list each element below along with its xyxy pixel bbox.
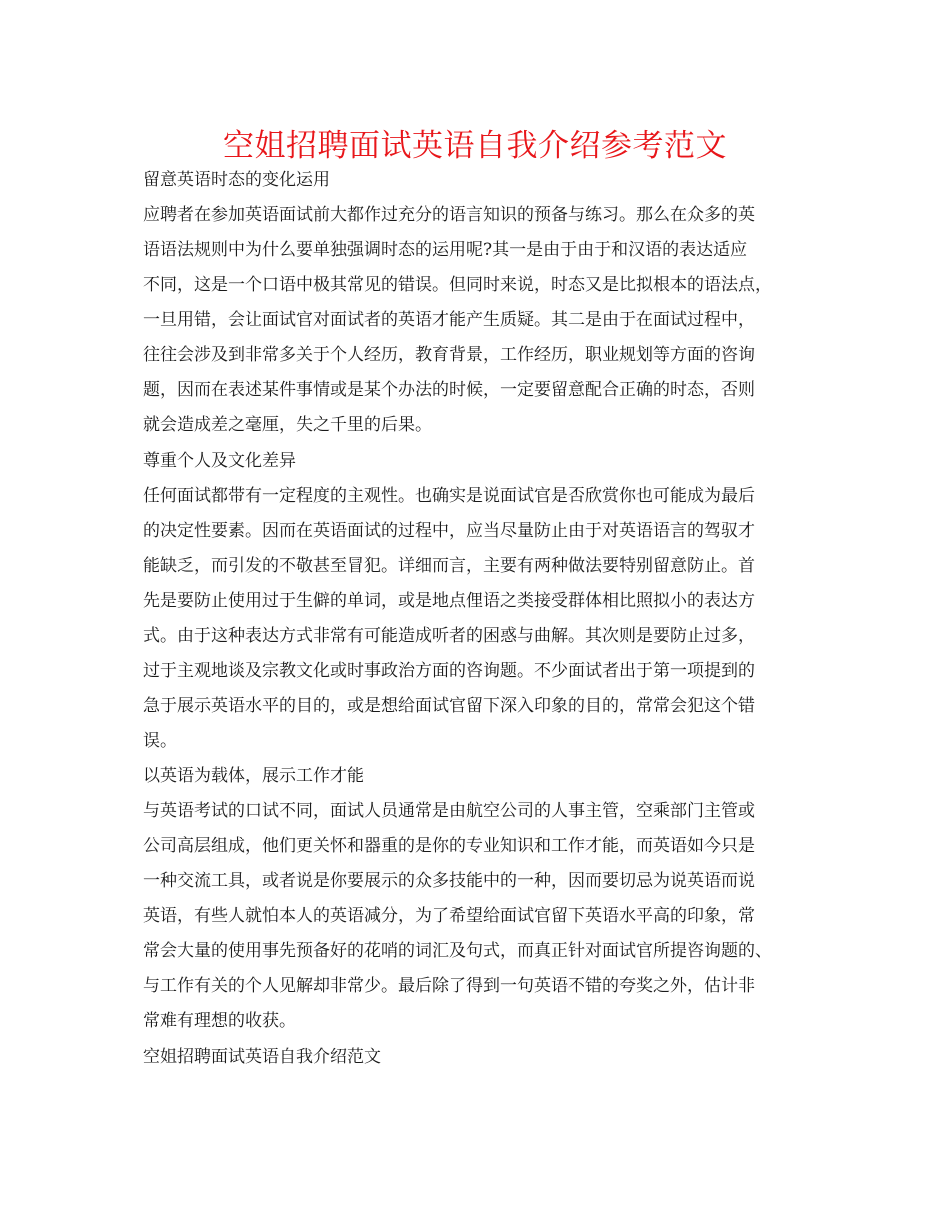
section-heading-ability: 以英语为载体，展示工作才能 [143, 766, 364, 786]
body-line: 常难有理想的收获。 [143, 1011, 296, 1031]
body-line: 能缺乏，而引发的不敬甚至冒犯。详细而言，主要有两种做法要特别留意防止。首 [143, 556, 755, 576]
body-line: 英语，有些人就怕本人的英语减分，为了希望给面试官留下英语水平高的印象，常 [143, 906, 755, 926]
body-line: 往往会涉及到非常多关于个人经历，教育背景，工作经历，职业规划等方面的咨询 [143, 345, 755, 365]
document-title: 空姐招聘面试英语自我介绍参考范文 [223, 128, 727, 164]
body-line: 一种交流工具，或者说是你要展示的众多技能中的一种，因而要切忌为说英语而说 [143, 871, 755, 891]
body-line: 与英语考试的口试不同，面试人员通常是由航空公司的人事主管，空乘部门主管或 [143, 801, 755, 821]
body-line: 与工作有关的个人见解却非常少。最后除了得到一句英语不错的夸奖之外，估计非 [143, 976, 755, 996]
body-line: 就会造成差之毫厘，失之千里的后果。 [143, 415, 432, 435]
body-line: 一旦用错，会让面试官对面试者的英语才能产生质疑。其二是由于在面试过程中， [143, 310, 755, 330]
body-line: 应聘者在参加英语面试前大都作过充分的语言知识的预备与练习。那么在众多的英 [143, 205, 755, 225]
body-line: 题，因而在表述某件事情或是某个办法的时候，一定要留意配合正确的时态，否则 [143, 380, 755, 400]
body-line: 常会大量的使用事先预备好的花哨的词汇及句式，而真正针对面试官所提咨询题的、 [143, 941, 772, 961]
body-line: 不同，这是一个口语中极其常见的错误。但同时来说，时态又是比拟根本的语法点， [143, 275, 772, 295]
section-heading-culture: 尊重个人及文化差异 [143, 451, 296, 471]
body-line: 语语法规则中为什么要单独强调时态的运用呢?其一是由于由于和汉语的表达适应 [143, 240, 748, 260]
section-heading-sample: 空姐招聘面试英语自我介绍范文 [143, 1047, 381, 1067]
section-heading-tense: 留意英语时态的变化运用 [143, 170, 330, 190]
body-line: 先是要防止使用过于生僻的单词，或是地点俚语之类接受群体相比照拟小的表达方 [143, 591, 755, 611]
body-line: 式。由于这种表达方式非常有可能造成听者的困惑与曲解。其次则是要防止过多， [143, 626, 755, 646]
body-line: 急于展示英语水平的目的，或是想给面试官留下深入印象的目的，常常会犯这个错 [143, 696, 755, 716]
body-line: 公司高层组成，他们更关怀和器重的是你的专业知识和工作才能，而英语如今只是 [143, 836, 755, 856]
body-line: 过于主观地谈及宗教文化或时事政治方面的咨询题。不少面试者出于第一项提到的 [143, 661, 755, 681]
body-line: 任何面试都带有一定程度的主观性。也确实是说面试官是否欣赏你也可能成为最后 [143, 486, 755, 506]
body-line: 误。 [143, 731, 177, 751]
body-line: 的决定性要素。因而在英语面试的过程中，应当尽量防止由于对英语语言的驾驭才 [143, 521, 755, 541]
